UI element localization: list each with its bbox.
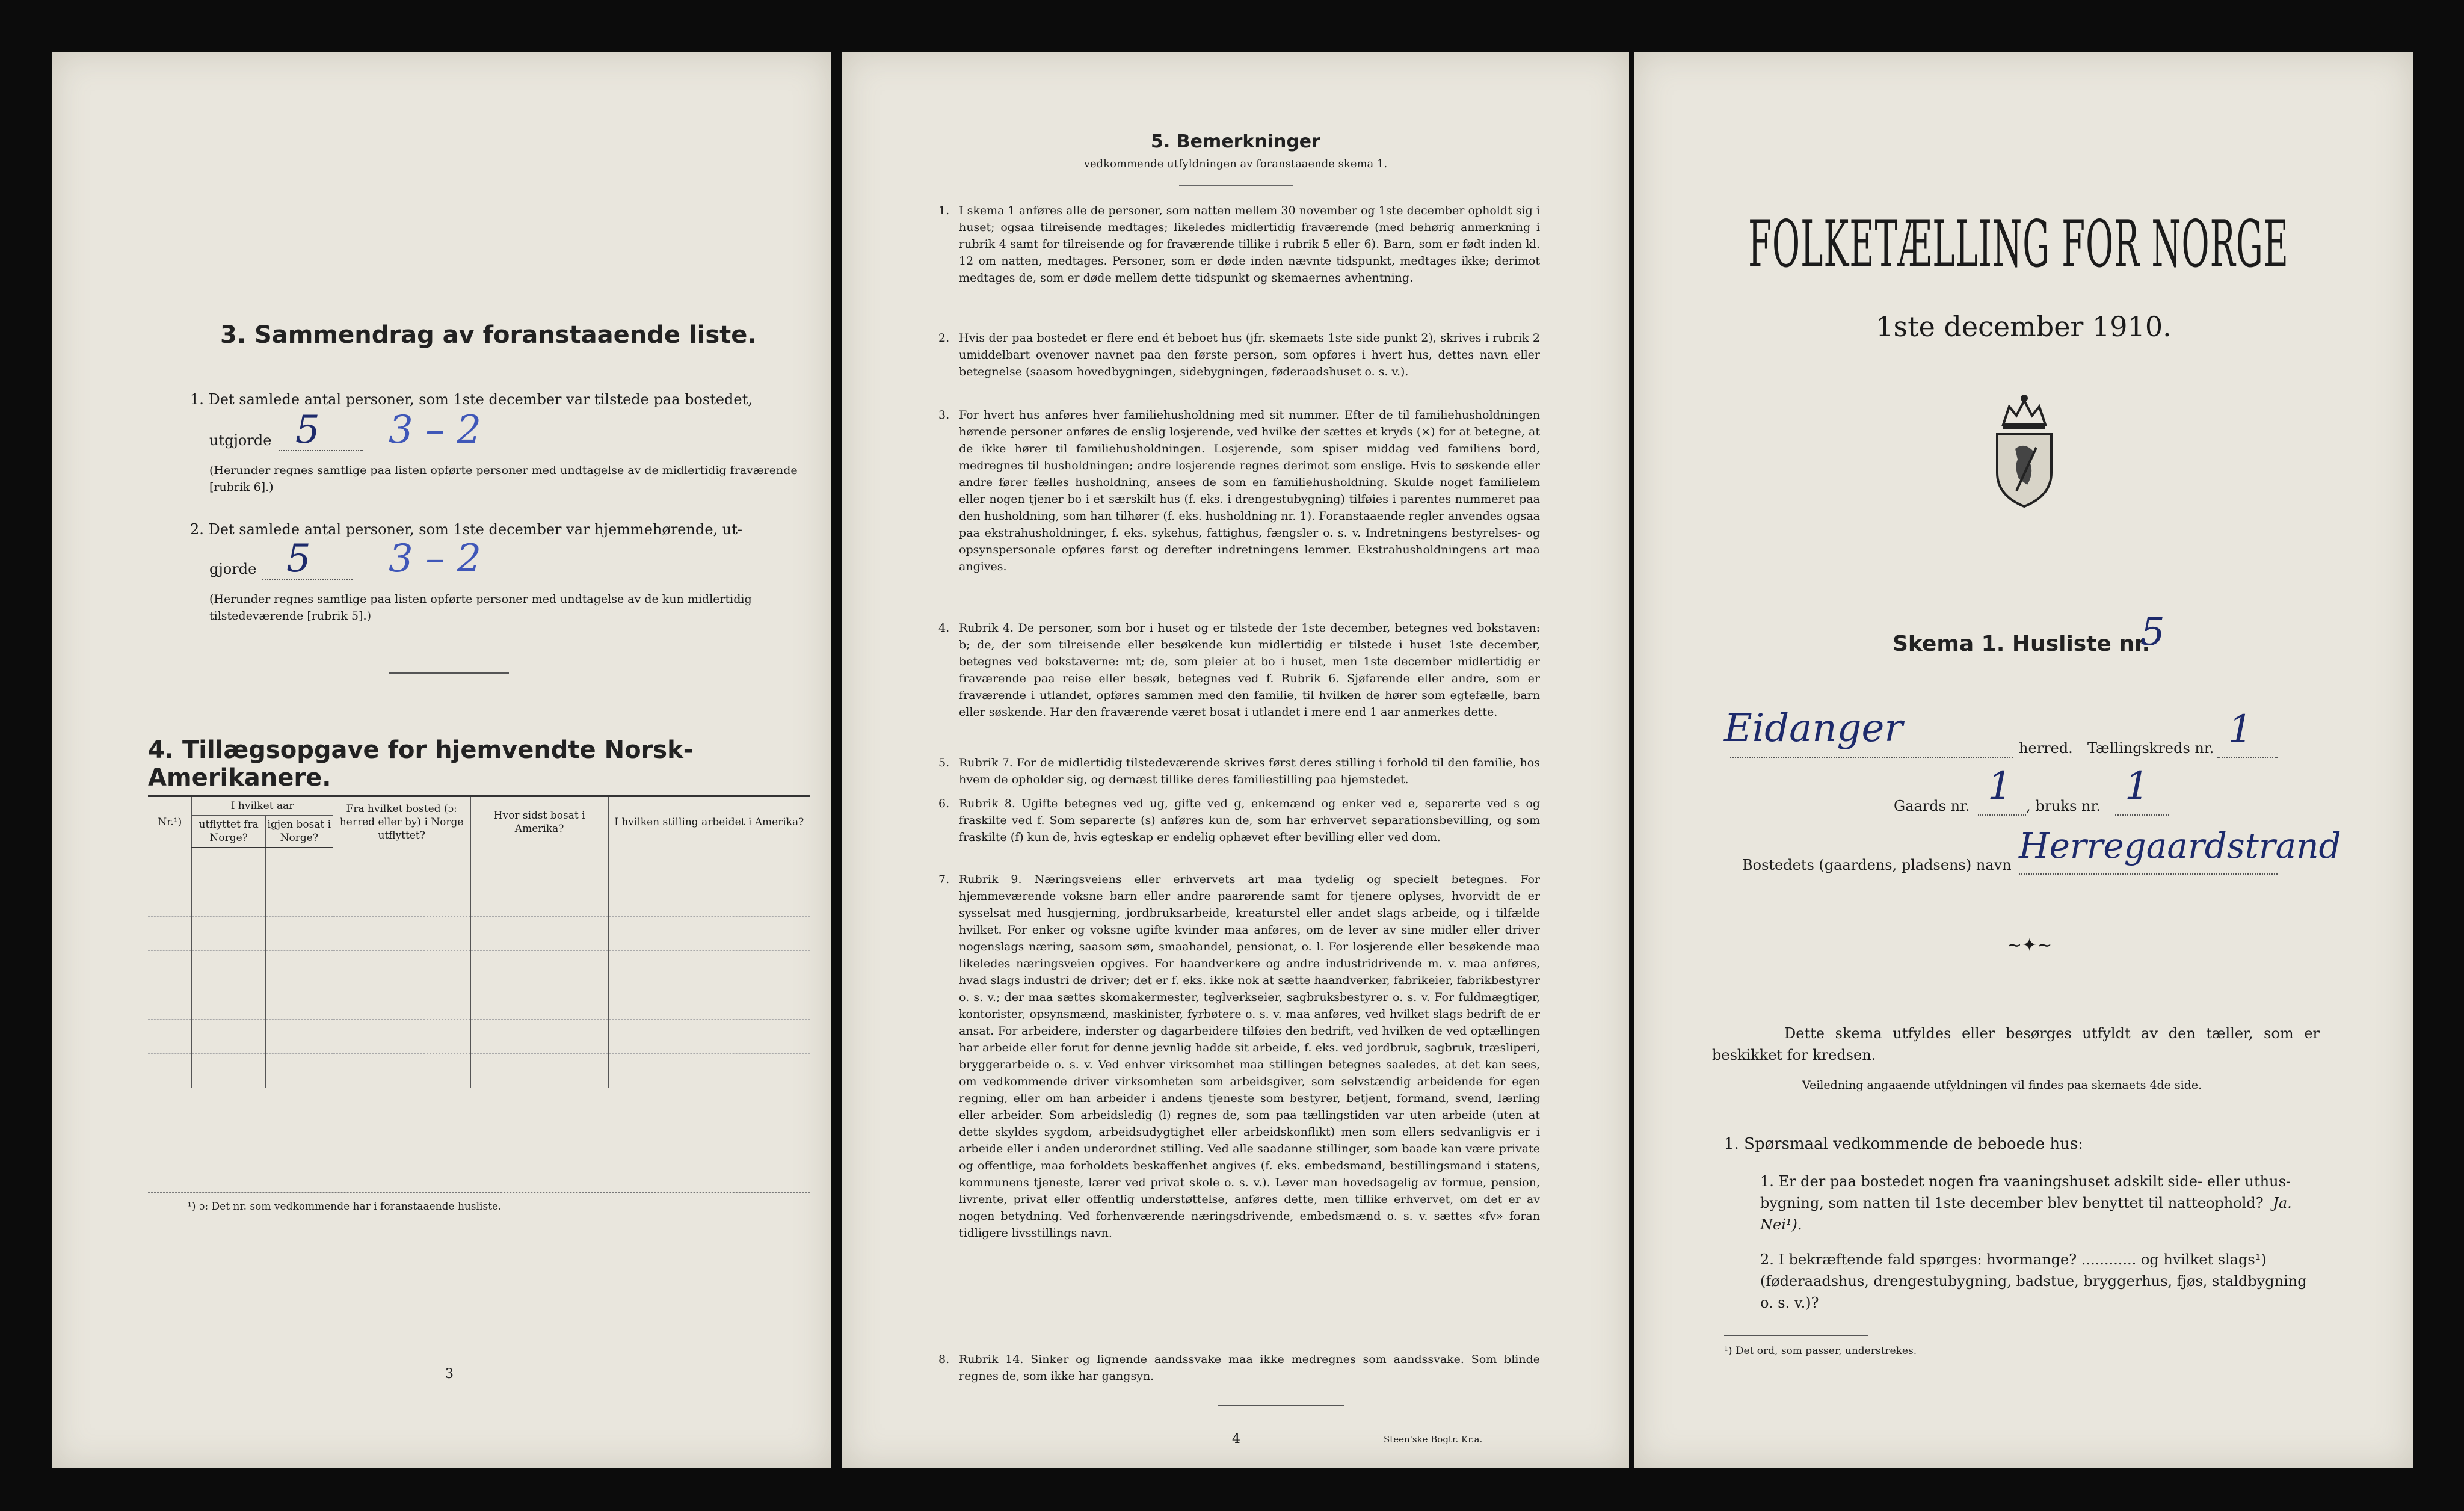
subtitle-rule (1179, 185, 1293, 186)
divider-rule (389, 672, 509, 674)
table-row (148, 882, 810, 917)
col-group-aar: I hvilket aar (192, 796, 333, 816)
note-number: 6. (938, 797, 950, 810)
note-number: 1. (938, 204, 950, 217)
item2-text: 2. Det samlede antal personer, som 1ste december var hjemmehørende, ut- (190, 521, 742, 538)
husliste-nr: 5 (2140, 610, 2165, 654)
table-row (148, 985, 810, 1020)
question-1-answer: Ja. Nei¹). (1760, 1195, 2292, 1233)
table-row (148, 1054, 810, 1088)
note-number: 8. (938, 1353, 950, 1366)
col-hvor-sidst: Hvor sidst bosat i Amerika? (470, 796, 608, 848)
instruction-subtext: Veiledning angaaende utfyldningen vil findes paa skemaets 4de side. (1802, 1079, 2202, 1092)
note-number: 5. (938, 756, 950, 769)
item2-note: (Herunder regnes samtlige paa listen opførte personer med undtagelse av de kun midlertidig tilstedeværende [rubrik 5].) (209, 592, 752, 623)
kreds-nr: 1 (2228, 707, 2253, 752)
col-utflyttet: utflyttet fra Norge? (192, 816, 265, 848)
table-row (148, 848, 810, 882)
bottom-rule (1218, 1405, 1344, 1406)
col-igjen-bosat: igjen bosat i Norge? (265, 816, 333, 848)
page-number: 4 (1232, 1432, 1240, 1447)
bruks-label: , bruks nr. (2026, 798, 2101, 814)
col-nr: Nr.¹) (148, 796, 192, 848)
bosted-dotline (2019, 873, 2278, 875)
tillaeg-footnote: ¹) ɔ: Det nr. som vedkommende har i foranstaaende husliste. (188, 1201, 502, 1213)
printer-mark: Steen'ske Bogtr. Kr.a. (1384, 1434, 1483, 1445)
note-text: Rubrik 4. De personer, som bor i huset og er tilstede der 1ste december, betegnes ved bokstaven: b; de, der som tilreisende eller besøkende kun midlertidig er tilstede i huset 1ste december, betegnes ved bokstaverne: mt; de, som pleier at bo i huset, men 1ste december midlertidig er fraværende paa reise eller besøk, betegnes ved f. Rubrik 6. Sjøfarende eller andre, som er fraværende i utlandet, opføres sammen med den familie, til hvilken de hører som egtefælle, barn eller søskende. Har den fraværende været bosat i utlandet i mere end 1 aar anmerkes dette. (959, 621, 1540, 719)
right-footnote: ¹) Det ord, som passer, understrekes. (1724, 1345, 1917, 1357)
note-text: Rubrik 8. Ugifte betegnes ved ug, gifte ved g, enkemænd og enker ved e, separerte ved s og fraskilte ved f. Som separerte (s) anføres kun de, som har erhvervet separationsbevilling, og som fraskilte (f) kun de, hvis egteskap er endelig ophævet efter bevilling eller ved dom. (959, 797, 1540, 844)
note-item-1 (938, 202, 1540, 320)
item2-value: 5 (286, 537, 311, 581)
item1-note: (Herunder regnes samtlige paa listen opførte personer med undtagelse av de midlertidig fraværende [rubrik 6].) (209, 464, 798, 494)
bosted-label: Bostedets (gaardens, pladsens) navn (1742, 857, 2012, 873)
questions-heading: 1. Spørsmaal vedkommende de beboede hus: (1724, 1135, 2083, 1153)
item1-label: utgjorde (209, 432, 272, 449)
gaards-dotline (1978, 814, 2026, 816)
note-item-7 (938, 871, 1540, 1346)
question-1 (1760, 1171, 2323, 1236)
note-text: Rubrik 14. Sinker og lignende aandssvake maa ikke medregnes som aandssvake. Som blinde regnes de, som ikke har gangsyn. (959, 1353, 1540, 1383)
gaards-nr: 1 (1988, 764, 2012, 808)
herred-dotline (1730, 757, 2013, 758)
ornament-icon: ∼✦∼ (2007, 935, 2053, 956)
col-stilling: I hvilken stilling arbeidet i Amerika? (608, 796, 810, 848)
table-bottom-rule (148, 1192, 810, 1193)
footnote-rule (1724, 1335, 1868, 1336)
instruction-text: Dette skema utfyldes eller besørges utfyldt av den tæller, som er beskikket for kredsen. (1712, 1025, 2320, 1063)
item1-hand-annotation: 3 – 2 (389, 408, 482, 452)
page-number: 3 (445, 1367, 454, 1382)
note-number: 4. (938, 621, 950, 635)
note-text: Rubrik 7. For de midlertidig tilstedeværende skrives først deres stilling i forhold til den familie, hos hvem de opholder sig, og dernæst tillike deres familiestilling paa hjemstedet. (959, 756, 1540, 786)
coat-of-arms-icon (1979, 389, 2069, 509)
section3-title: 3. Sammendrag av foranstaaende liste. (220, 321, 757, 349)
skema-label: Skema 1. Husliste nr. (1893, 632, 2151, 656)
note-text: Rubrik 9. Næringsveiens eller erhvervets art maa tydelig og specielt betegnes. For hjemmeværende voksne barn eller andre paarørende samt for tjenere oplyses, hvorvidt de er sysselsat med husgjerning, jordbruksarbeide, kreaturstel eller andet slags arbeide, og i tilfælde hvilket. For enker og voksne ugifte kvinder maa anføres, om de lever av sine midler eller driver nogenslags næring, saasom søm, smaahandel, pensionat, o. l. For losjerende eller besøkende maa likeledes næringsveien opgives. For haandverkere og andre industridrivende m. v. maa anføres, hvad slags industri de driver; det er f. eks. ikke nok at sætte haandverker, fabrikeier, fabrikbestyrer o. s. v.; der maa sættes skomakermester, teglverkseier, sagbruksbestyrer o. s. v. For fuldmægtiger, kontorister, opsynsmænd, maskinister, fyrbøtere o. s. v. maa anføres, ved hvilket slags bedrift de er ansat. For arbeidere, inderster og dagarbeidere tilføies den bedrift, ved hvilken de ved optællingen har arbeide eller forut for denne jevnlig hadde sit arbeide, f. eks. ved jordbruk, sagbruk, træsliperi, bryggerarbeide o. s. v. Ved enhver virksomhet maa stillingen betegnes saaledes, at det kan sees, om vedkommende driver virksomheten som arbeidsgiver, som selvstændig arbeidende for egen regning, eller om han arbeider i andens tjeneste som bestyrer, betjent, formand, svend, lærling eller arbeider. Som arbeidsledig (l) regnes de, som paa tællingstiden var uten arbeide (uten at dette skyldes sygdom, arbeidsudygtighet eller arbeidskonflikt) men som ellers sedvanligvis er i arbeide eller i anden underordnet stilling. Ved alle saadanne stillinger, som baade kan være private og offentlige, maa forholdets beskaffenhet angives (f. eks. embedsmand, bestillingsmand i statens, kommunens tjeneste, lærer ved privat skole o. s. v.). Lever man hovedsagelig av formue, pension, livrente, privat eller offentlig understøttelse, anføres dette, men tillike erhvervet, om det er av nogen betydning. Ved forhenværende næringsdrivende, embedsmænd o. s. v. sættes «fv» foran tidligere livsstillings navn. (959, 873, 1540, 1240)
kreds-dotline (2217, 757, 2278, 758)
note-item-8 (938, 1351, 1540, 1387)
note-item-4 (938, 620, 1540, 752)
gaards-label: Gaards nr. (1894, 798, 1970, 814)
question-2: 2. I bekræftende fald spørges: hvormange? ............ og hvilket slags¹) (føderaadshus, drengestubygning, badstue, bryggerhus, fjøs, staldbygning o. s. v.)? (1760, 1251, 2307, 1311)
item2-hand-annotation: 3 – 2 (389, 537, 482, 581)
herred-label: herred. (2019, 740, 2073, 757)
note-number: 3. (938, 408, 950, 422)
item1-value: 5 (295, 408, 320, 452)
note-text: Hvis der paa bostedet er flere end ét beboet hus (jfr. skemaets 1ste side punkt 2), skrives i rubrik 2 umiddelbart ovenover navnet paa den første person, som opføres i hvert hus, dettes navn eller betegnelse (saasom hovedbygningen, sidebygningen, føderaadshuset o. s. v.). (959, 331, 1540, 378)
table-row (148, 917, 810, 951)
bemerkninger-subtitle: vedkommende utfyldningen av foranstaaende skema 1. (1083, 158, 1388, 170)
item2-label: gjorde (209, 561, 257, 577)
bosted-hand: Herregaardstrand (2019, 825, 2341, 866)
document-title: FOLKETÆLLING FOR NORGE (1748, 207, 2289, 282)
left-page (52, 52, 831, 1468)
kreds-label: Tællingskreds nr. (2087, 740, 2214, 757)
question-1-text: 1. Er der paa bostedet nogen fra vaaningshuset adskilt side- eller uthus-bygning, som natten til 1ste december blev benyttet til natteophold? (1760, 1173, 2291, 1211)
bemerkninger-title: 5. Bemerkninger (1151, 131, 1320, 152)
item1-text: 1. Det samlede antal personer, som 1ste december var tilstede paa bostedet, (190, 391, 753, 408)
section4-title: 4. Tillægsopgave for hjemvendte Norsk-Amerikanere. (148, 736, 694, 792)
note-item-5 (938, 754, 1540, 790)
note-number: 7. (938, 873, 950, 886)
table-row (148, 951, 810, 985)
item1-dotline (279, 450, 363, 451)
note-number: 2. (938, 331, 950, 345)
note-item-3 (938, 407, 1540, 611)
note-item-6 (938, 795, 1540, 863)
table-row (148, 1020, 810, 1054)
note-item-2 (938, 330, 1540, 397)
middle-page (842, 52, 1629, 1468)
tillaeg-table (148, 795, 810, 1088)
bruks-dotline (2115, 814, 2169, 816)
bruks-nr: 1 (2125, 764, 2149, 808)
census-date: 1ste december 1910. (1876, 310, 2172, 343)
note-text: For hvert hus anføres hver familiehusholdning med sit nummer. Efter de til familiehusholdningen hørende personer anføres de enslig losjerende, ved hvilke der sættes et kryds (×) for at betegne, at de ikke hører til familiehusholdningen. Losjerende, som spiser middag ved familiens bord, medregnes til husholdningen; andre losjerende regnes derimot som enslige. Hvis to søskende eller andre fører fælles husholdning, ansees de som en familiehusholdning. Skulde noget familielem eller nogen tjener bo i et særskilt hus (f. eks. i drengestubygning) tilføies i parentes nummeret paa den husholdning, som han tilhører (f. eks. husholdning nr. 1). Foranstaaende regler anvendes ogsaa paa ekstrahusholdninger, f. eks. sykehus, fattighus, fængsler o. s. v. Indretningens bestyrelses- og opsynspersonale opføres først og derefter indretningens lemmer. Ekstrahusholdningens art maa angives. (959, 408, 1540, 573)
col-fra-bosted: Fra hvilket bosted (ɔ: herred eller by) i Norge utflyttet? (333, 796, 470, 848)
herred-hand: Eidanger (1724, 706, 1903, 751)
note-text: I skema 1 anføres alle de personer, som natten mellem 30 november og 1ste december opholdt sig i huset; ogsaa tilreisende medtages; likeledes midlertidig fraværende (med behørig anmerkning i rubrik 4 samt for tilreisende og for fraværende tillike i rubrik 5 eller 6). Barn, som er født inden kl. 12 om natten, medtages. Personer, som er døde inden nævnte tidspunkt, medtages ikke; derimot medtages de, som er døde mellem dette tidspunkt og skemaernes avhentning. (959, 204, 1540, 285)
right-page (1634, 52, 2413, 1468)
